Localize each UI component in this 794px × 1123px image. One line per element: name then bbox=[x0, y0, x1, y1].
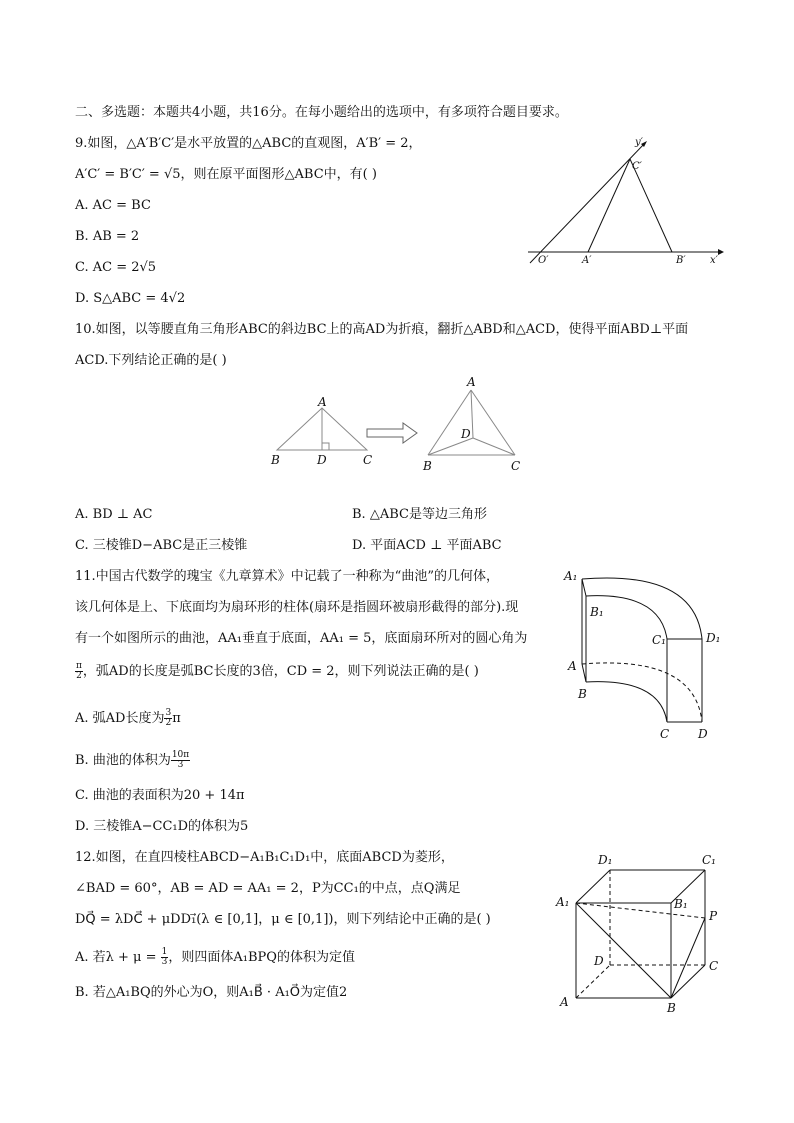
arc-a-d bbox=[582, 663, 702, 722]
label-b: B bbox=[578, 687, 587, 701]
label-b1: B₁ bbox=[674, 897, 688, 911]
q12-stem-line1: 12.如图，在直四棱柱ABCD−A₁B₁C₁D₁中，底面ABCD为菱形， bbox=[75, 850, 454, 865]
label-a: A′ bbox=[582, 255, 592, 266]
segment-c-b bbox=[630, 159, 672, 252]
right-label-a: A bbox=[467, 375, 476, 389]
q9-option-c[interactable]: C. AC = 2√5 bbox=[75, 260, 157, 275]
label-b1: B₁ bbox=[590, 605, 604, 619]
q11-curved-pool-figure bbox=[560, 562, 730, 742]
left-label-d: D bbox=[317, 453, 327, 467]
q11-option-b[interactable]: B. 曲池的体积为 $\frac{10\pi}{3}$ bbox=[75, 750, 190, 770]
fraction-10pi-over-3: $\frac{10\pi}{3}$ bbox=[171, 750, 190, 770]
segment-a1b bbox=[576, 903, 671, 998]
edge-d1a1 bbox=[576, 870, 610, 903]
q11-option-d[interactable]: D. 三棱锥A−CC₁D的体积为5 bbox=[75, 819, 249, 834]
edge-ab bbox=[428, 390, 471, 455]
left-label-b: B bbox=[271, 453, 280, 467]
fraction-1-over-3: $\frac{1}{3}$ bbox=[161, 947, 168, 967]
q12-option-b[interactable]: B. 若△A₁BQ的外心为O，则A₁B⃗ · A₁O⃗为定值2 bbox=[75, 985, 348, 1000]
left-label-c: C bbox=[363, 453, 373, 467]
label-d1: D₁ bbox=[598, 853, 613, 867]
label-b: B′ bbox=[676, 255, 686, 266]
edge-bc bbox=[671, 965, 705, 998]
arrow-right-icon bbox=[367, 423, 417, 443]
q10-folding-figure bbox=[265, 372, 535, 480]
q10-option-a[interactable]: A. BD ⊥ AC bbox=[75, 507, 153, 522]
q11-stem-line1: 11.中国古代数学的瑰宝《九章算术》中记载了一种称为“曲池”的几何体， bbox=[75, 569, 499, 584]
label-a: A bbox=[560, 995, 569, 1009]
x-axis-arrow-icon bbox=[718, 249, 724, 255]
q12-stem-line3: DQ⃗ = λDC⃗ + μDD₁⃗(λ ∈ [0,1]，μ ∈ [0,1])，则下列结论中正确的是( ) bbox=[75, 912, 491, 927]
q10-option-d[interactable]: D. 平面ACD ⊥ 平面ABC bbox=[352, 538, 502, 553]
q10-stem-line1: 10.如图，以等腰直角三角形ABC的斜边BC上的高AD为折痕，翻折△ABD和△ACD，使得平面ABD⊥平面 bbox=[75, 322, 689, 337]
right-label-d: D bbox=[461, 427, 471, 441]
label-y: y′ bbox=[635, 137, 643, 148]
right-angle-mark bbox=[322, 443, 329, 450]
q10-stem-line2: ACD.下列结论正确的是( ) bbox=[75, 353, 227, 368]
q11-stem-line4: $\frac{\pi}{2}$ ，弧AD的长度是弧BC长度的3倍，CD = 2，则下列说法正确的是( ) bbox=[76, 661, 479, 681]
q10-option-b[interactable]: B. △ABC是等边三角形 bbox=[352, 507, 487, 522]
q9-option-a[interactable]: A. AC = BC bbox=[75, 198, 151, 213]
label-a1: A₁ bbox=[556, 895, 570, 909]
label-a1: A₁ bbox=[564, 569, 578, 583]
q12-stem-line2: ∠BAD = 60°，AB = AD = AA₁ = 2，P为CC₁的中点，点Q满足 bbox=[75, 881, 461, 896]
q10-option-c[interactable]: C. 三棱锥D−ABC是正三棱锥 bbox=[75, 538, 248, 553]
label-d: D bbox=[594, 954, 604, 968]
y-axis bbox=[530, 143, 645, 263]
q11-option-a[interactable]: A. 弧AD长度为 $\frac{3}{2}$ π bbox=[75, 708, 181, 728]
q12-prism-figure bbox=[550, 848, 725, 1018]
label-b: B bbox=[667, 1001, 676, 1015]
q9-stem-line1: 9.如图，△A′B′C′是水平放置的△ABC的直观图，A′B′ = 2， bbox=[75, 136, 422, 151]
edge-ac bbox=[471, 390, 515, 455]
edge-a1b1 bbox=[582, 579, 586, 596]
label-d: D bbox=[698, 727, 708, 741]
right-label-b: B bbox=[423, 459, 432, 473]
q9-stem-line2: A′C′ = B′C′ = √5，则在原平面图形△ABC中，有( ) bbox=[75, 167, 377, 182]
q11-stem-line3: 有一个如图所示的曲池，AA₁垂直于底面，AA₁ = 5，底面扇环所对的圆心角为 bbox=[75, 631, 528, 646]
label-c: C′ bbox=[632, 161, 642, 172]
label-c: C bbox=[660, 727, 670, 741]
fraction-3-over-2: $\frac{3}{2}$ bbox=[165, 708, 172, 728]
edge-ab bbox=[582, 664, 586, 682]
label-o: O′ bbox=[538, 255, 549, 266]
q11-stem-line2: 该几何体是上、下底面均为扇环形的柱体(扇环是指圆环被扇形截得的部分).现 bbox=[75, 600, 519, 615]
right-label-c: C bbox=[511, 459, 521, 473]
label-c1: C₁ bbox=[702, 853, 716, 867]
label-a: A bbox=[568, 659, 577, 673]
arc-b-c bbox=[586, 682, 667, 722]
q9-oblique-figure bbox=[520, 135, 725, 270]
label-c1: C₁ bbox=[652, 633, 666, 647]
q12-option-a[interactable]: A. 若λ + μ = $\frac{1}{3}$ ，则四面体A₁BPQ的体积为定值 bbox=[75, 947, 355, 967]
edge-ad bbox=[576, 965, 610, 998]
label-p: P bbox=[709, 909, 718, 923]
label-x: x′ bbox=[710, 255, 718, 266]
section-title: 二、多选题：本题共4小题，共16分。在每小题给出的选项中，有多项符合题目要求。 bbox=[75, 105, 568, 120]
q9-option-b[interactable]: B. AB = 2 bbox=[75, 229, 140, 244]
segment-bp bbox=[671, 918, 705, 998]
segment-a-c bbox=[588, 159, 630, 252]
left-label-a: A bbox=[318, 395, 327, 409]
fraction-pi-over-2: $\frac{\pi}{2}$ bbox=[76, 661, 82, 681]
q11-option-c[interactable]: C. 曲池的表面积为20 + 14π bbox=[75, 788, 245, 803]
label-c: C bbox=[709, 959, 719, 973]
edge-ad bbox=[471, 390, 473, 438]
q9-option-d[interactable]: D. S△ABC = 4√2 bbox=[75, 291, 186, 306]
label-d1: D₁ bbox=[706, 631, 721, 645]
